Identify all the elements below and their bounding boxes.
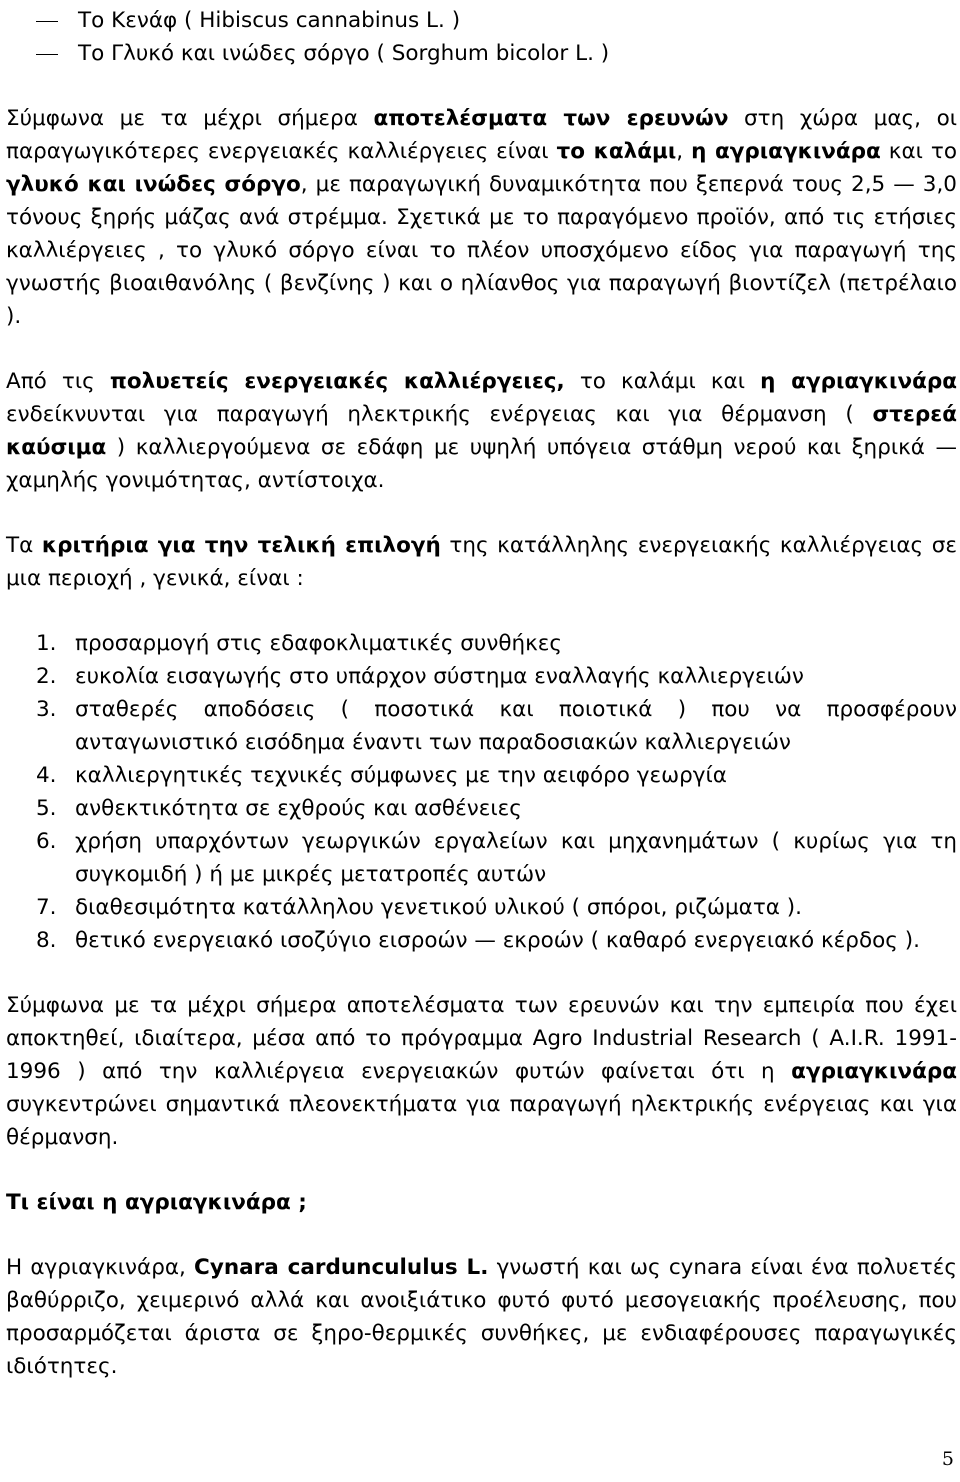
spacer: [6, 957, 957, 989]
criteria-text: διαθεσιμότητα κατάλληλου γενετικού υλικού ( σπόροι, ριζώματα ).: [75, 895, 802, 920]
criteria-item: [6, 792, 957, 825]
text-run: συγκεντρώνει σημαντικά πλεονεκτήματα για παραγωγή ηλεκτρικής ενέργειας και για θέρμανση.: [6, 1092, 957, 1150]
page-content: [6, 4, 957, 1383]
text-run: ) καλλιεργούμενα σε εδάφη με υψηλή υπόγεια στάθμη νερού και ξηρικά — χαμηλής γονιμότητας, αντίστοιχα.: [6, 435, 957, 493]
text-run: το καλάμι και: [564, 369, 761, 394]
bold-run: γλυκό και ινώδες σόργο: [6, 172, 301, 197]
text-run: Από τις: [6, 369, 110, 394]
bold-run: αποτελέσματα των ερευνών: [373, 106, 729, 131]
criteria-text: χρήση υπαρχόντων γεωργικών εργαλείων και μηχανημάτων ( κυρίως για τη συγκομιδή ) ή με μικρές μετατροπές αυτών: [75, 829, 957, 887]
paragraph-air-program: [6, 989, 957, 1154]
criteria-item: [6, 627, 957, 660]
heading-text: Τι είναι η αγριαγκινάρα ;: [6, 1190, 307, 1215]
criteria-number: 5.: [36, 796, 57, 821]
criteria-item: [6, 759, 957, 792]
criteria-item: [6, 924, 957, 957]
criteria-text: ανθεκτικότητα σε εχθρούς και ασθένειες: [75, 796, 522, 821]
criteria-number: 1.: [36, 631, 57, 656]
bold-run: πολυετείς ενεργειακές καλλιέργειες,: [109, 369, 565, 394]
spacer: [6, 333, 957, 365]
spacer: [6, 1219, 957, 1251]
criteria-number: 8.: [36, 928, 57, 953]
text-run: στη χώρα μας, οι παραγωγικότερες ενεργειακές καλλιέργειες είναι: [6, 106, 958, 164]
text-run: της κατάλληλης ενεργειακής καλλιέργειας σε μια περιοχή , γενικά, είναι :: [6, 533, 957, 591]
spacer: [6, 595, 957, 627]
text-run: Σύμφωνα με τα μέχρι σήμερα αποτελέσματα των ερευνών και την εμπειρία που έχει αποκτηθεί, ιδιαίτερα, μέσα από το πρόγραμμα Agro Industrial Research ( A.I.R. 1991-1996 ) από την καλλιέργεια ενεργειακών φυτών φαίνεται ότι η: [6, 993, 957, 1084]
text-run: γνωστή και ως cynara είναι ένα πολυετές βαθύρριζο, χειμερινό αλλά και ανοιξιάτικο φυτό φυτό μεσογειακής προέλευσης, που προσαρμόζεται άριστα σε ξηρο-θερμικές συνθήκες, με ενδιαφέρουσες παραγωγικές ιδιότητες.: [6, 1255, 957, 1379]
spacer: [6, 70, 957, 102]
text-run: Σύμφωνα με τα μέχρι σήμερα: [6, 106, 374, 131]
criteria-list: [6, 627, 957, 957]
text-run: ενδείκνυνται για παραγωγή ηλεκτρικής ενέργειας και για θέρμανση (: [6, 402, 873, 427]
criteria-item: [6, 825, 957, 891]
text-run: και το: [880, 139, 957, 164]
criteria-item: [6, 891, 957, 924]
paragraph-research-results: [6, 102, 957, 333]
species-item: Το Κενάφ ( Hibiscus cannabinus L. ): [6, 4, 957, 37]
criteria-text: θετικό ενεργειακό ισοζύγιο εισροών — εκροών ( καθαρό ενεργειακό κέρδος ).: [75, 928, 920, 953]
bold-run: κριτήρια για την τελική επιλογή: [41, 533, 441, 558]
bold-run: Cynara carduncululus L.: [194, 1255, 489, 1280]
criteria-number: 6.: [36, 829, 57, 854]
text-run: Τα: [6, 533, 42, 558]
criteria-text: προσαρμογή στις εδαφοκλιματικές συνθήκες: [75, 631, 563, 656]
criteria-text: ευκολία εισαγωγής στο υπάρχον σύστημα εναλλαγής καλλιεργειών: [75, 664, 804, 689]
criteria-text: καλλιεργητικές τεχνικές σύμφωνες με την αειφόρο γεωργία: [75, 763, 727, 788]
page-number: 5: [941, 1448, 954, 1470]
criteria-text: σταθερές αποδόσεις ( ποσοτικά και ποιοτικά ) που να προσφέρουν ανταγωνιστικό εισόδημα έναντι των παραδοσιακών καλλιεργειών: [75, 697, 957, 755]
criteria-number: 2.: [36, 664, 57, 689]
text-run: , με παραγωγική δυναμικότητα που ξεπερνά τους 2,5 — 3,0 τόνους ξηρής μάζας ανά στρέμμα. Σχετικά με το παραγόμενο προϊόν, από τις ετήσιες καλλιέργειες , το γλυκό σόργο είναι το πλέον υποσχόμενο είδος για παραγωγή της γνωστής βιοαιθανόλης ( βενζίνης ) και ο ηλίανθος για παραγωγή βιοντίζελ (πετρέλαιο ).: [6, 172, 957, 329]
bold-run: η αγριαγκινάρα: [691, 139, 881, 164]
criteria-number: 4.: [36, 763, 57, 788]
bold-run: στερεά καύσιμα: [6, 402, 957, 460]
species-item: Το Γλυκό και ινώδες σόργο ( Sorghum bicolor L. ): [6, 37, 957, 70]
bold-run: η αγριαγκινάρα: [760, 369, 958, 394]
spacer: [6, 497, 957, 529]
criteria-item: [6, 660, 957, 693]
paragraph-cynara-description: [6, 1251, 957, 1383]
spacer: [6, 1154, 957, 1186]
bold-run: το καλάμι: [556, 139, 677, 164]
paragraph-criteria-intro: [6, 529, 957, 595]
criteria-number: 3.: [36, 697, 57, 722]
bold-run: αγριαγκινάρα: [791, 1059, 957, 1084]
species-list: [6, 4, 957, 70]
criteria-number: 7.: [36, 895, 57, 920]
criteria-item: [6, 693, 957, 759]
section-heading: [6, 1186, 957, 1219]
paragraph-perennial-crops: [6, 365, 957, 497]
text-run: Η αγριαγκινάρα,: [6, 1255, 195, 1280]
text-run: ,: [676, 139, 692, 164]
